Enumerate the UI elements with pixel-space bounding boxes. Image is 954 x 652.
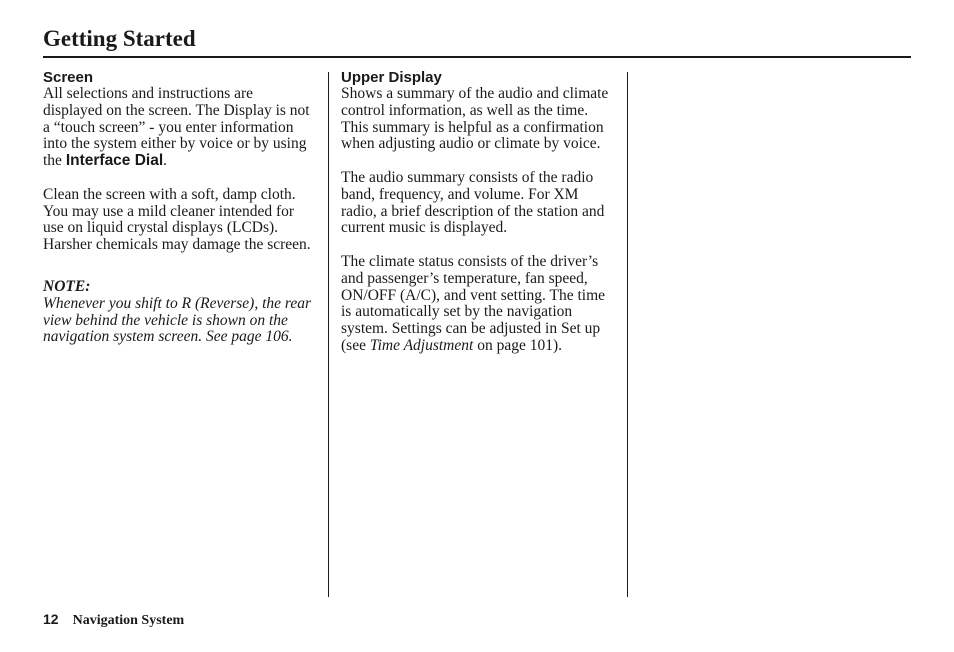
upper-display-paragraph-3-end: on page 101). bbox=[473, 336, 562, 354]
upper-display-paragraph-1: Shows a summary of the audio and climate control information, as well as the time. This summary is helpful as a confirmation when adjusting audio or climate by voice. bbox=[341, 85, 609, 153]
page-title: Getting Started bbox=[43, 26, 196, 51]
footer-label: Navigation System bbox=[72, 613, 185, 628]
upper-display-heading: Upper Display bbox=[341, 69, 442, 86]
screen-paragraph-2: Clean the screen with a soft, damp cloth. You may use a mild cleaner intended for use on liquid crystal displays (LCDs). Harsher chemicals may damage the screen. bbox=[43, 185, 311, 254]
page-number: 12 bbox=[43, 611, 59, 627]
screen-paragraph-1-text: All selections and instructions are displayed on the screen. The Display is not a “touch screen” - you enter information into the system either by voice or by using the bbox=[43, 85, 310, 170]
title-divider bbox=[43, 56, 911, 58]
note-text: Whenever you shift to R (Reverse), the rear view behind the vehicle is shown on the navigation system screen. See page 106. bbox=[43, 294, 311, 346]
column-divider-2 bbox=[627, 72, 628, 597]
upper-display-paragraph-2: The audio summary consists of the radio band, frequency, and volume. For XM radio, a brief description of the station and current music is displayed. bbox=[341, 168, 605, 237]
column-divider-1 bbox=[328, 72, 329, 597]
note-heading: NOTE: bbox=[43, 277, 91, 295]
interface-dial-term: Interface Dial bbox=[65, 152, 164, 170]
screen-paragraph-1-end: . bbox=[163, 152, 168, 170]
column-screen bbox=[43, 69, 315, 346]
page-footer bbox=[43, 611, 184, 629]
column-upper-display bbox=[341, 69, 617, 355]
screen-heading: Screen bbox=[43, 69, 94, 86]
upper-display-paragraph-3-text: The climate status consists of the driver’s and passenger’s temperature, fan speed, ON/OFF (A/C), and vent setting. The time is automatically set by the navigation system. Settings can be adjusted in Set up (see bbox=[341, 252, 606, 354]
screen-paragraph-1 bbox=[43, 86, 315, 170]
upper-display-paragraph-3 bbox=[341, 254, 617, 355]
time-adjustment-reference: Time Adjustment bbox=[369, 336, 474, 354]
